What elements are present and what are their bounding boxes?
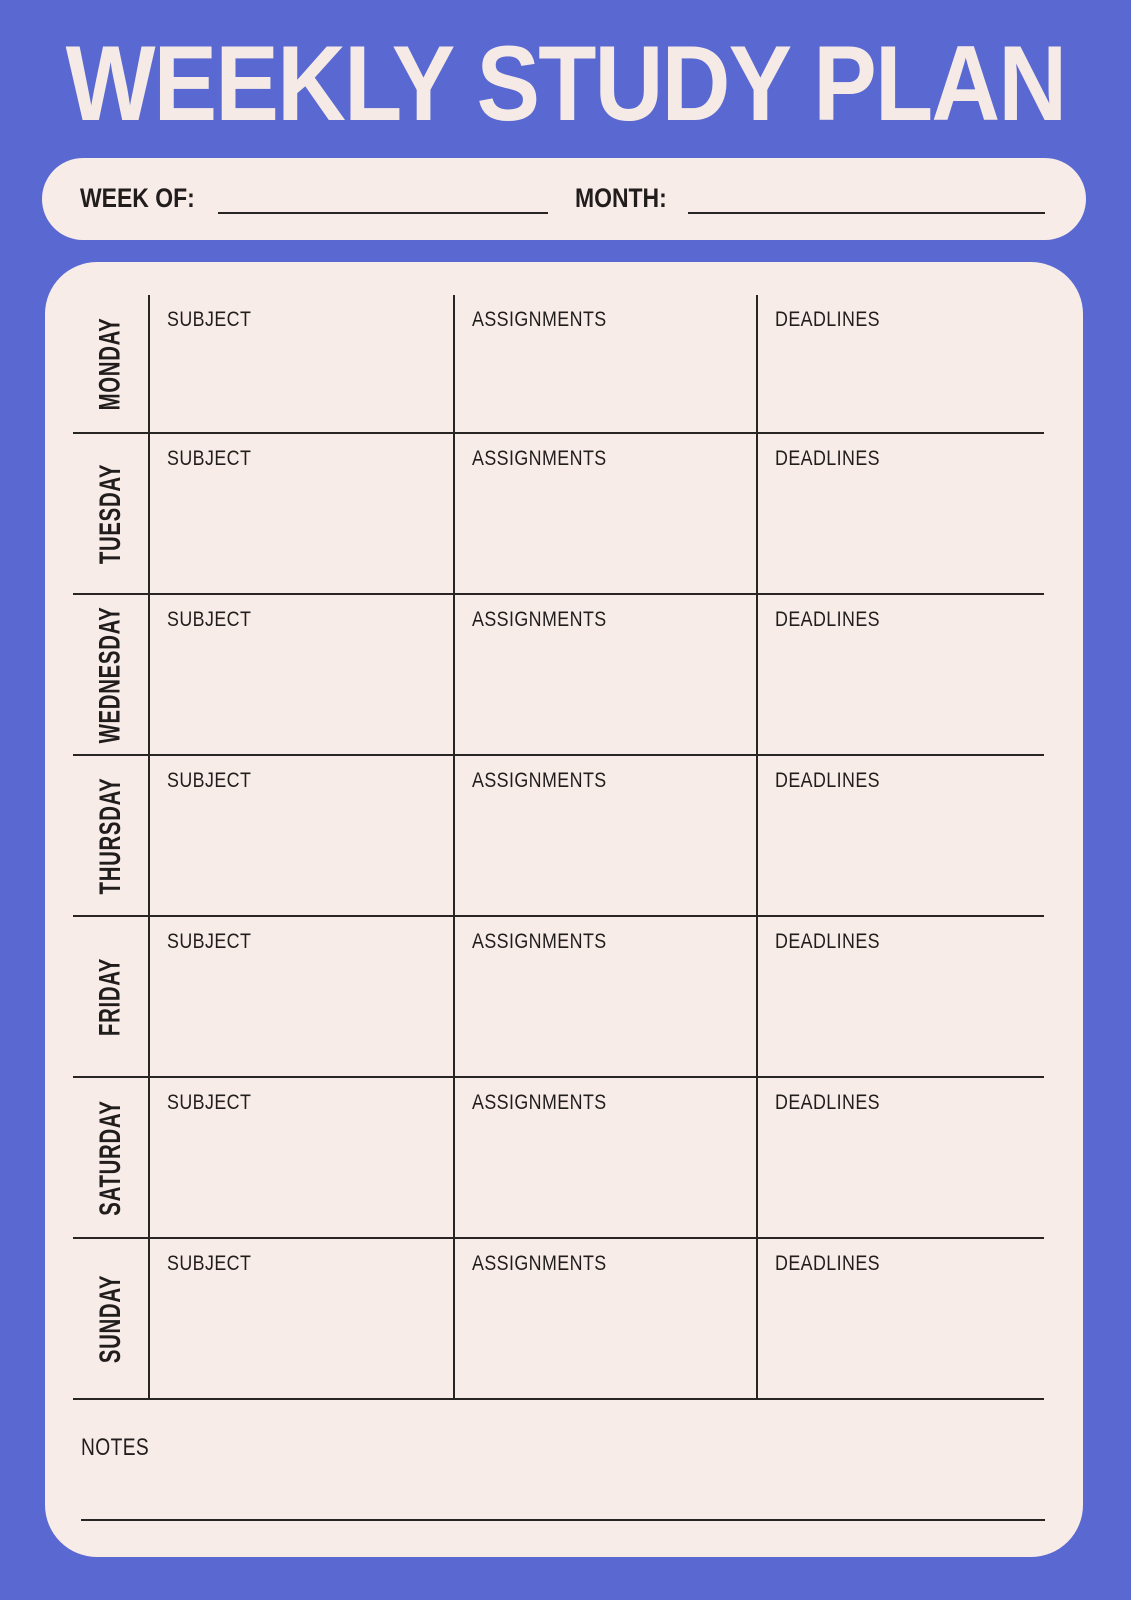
cell-value [167,643,443,748]
subject-header: SUBJECT [167,1252,252,1275]
cell-friday-subject[interactable] [148,917,453,1076]
page-title: WEEKLY STUDY PLAN [65,23,1066,143]
day-label: SATURDAY [93,1099,127,1216]
subject-header: SUBJECT [167,447,252,470]
row-header-monday [73,295,148,432]
deadlines-header: DEADLINES [775,1252,881,1275]
table-row-wednesday [73,595,1044,756]
cell-value [167,804,443,909]
assignments-header: ASSIGNMENTS [472,608,607,631]
cell-value [167,1287,443,1392]
day-label: THURSDAY [93,777,127,894]
assignments-header: ASSIGNMENTS [472,1091,607,1114]
cell-sunday-assignments[interactable] [453,1239,756,1398]
cell-value [775,965,1034,1070]
row-header-saturday [73,1078,148,1237]
cell-value [472,643,746,748]
cell-thursday-deadlines[interactable] [756,756,1044,915]
table-row-monday [73,295,1044,434]
month-field[interactable] [688,212,1045,214]
cell-friday-deadlines[interactable] [756,917,1044,1076]
assignments-header: ASSIGNMENTS [472,1252,607,1275]
cell-wednesday-deadlines[interactable] [756,595,1044,754]
subject-header: SUBJECT [167,1091,252,1114]
cell-value [472,965,746,1070]
deadlines-header: DEADLINES [775,308,881,331]
cell-sunday-subject[interactable] [148,1239,453,1398]
notes-label: NOTES [81,1434,150,1461]
table-row-thursday [73,756,1044,917]
row-header-sunday [73,1239,148,1398]
week-of-field[interactable] [218,212,548,214]
study-table [73,295,1044,1400]
cell-value [167,343,443,426]
cell-sunday-deadlines[interactable] [756,1239,1044,1398]
cell-thursday-assignments[interactable] [453,756,756,915]
cell-value [472,1287,746,1392]
day-label: MONDAY [93,317,127,410]
deadlines-header: DEADLINES [775,1091,881,1114]
cell-value [775,1287,1034,1392]
row-header-thursday [73,756,148,915]
row-header-tuesday [73,434,148,593]
cell-value [472,1126,746,1231]
cell-value [167,1126,443,1231]
day-label: SUNDAY [93,1274,127,1363]
cell-tuesday-deadlines[interactable] [756,434,1044,593]
week-month-bar [42,158,1086,240]
deadlines-header: DEADLINES [775,608,881,631]
cell-value [775,1126,1034,1231]
cell-wednesday-subject[interactable] [148,595,453,754]
cell-value [472,482,746,587]
cell-value [472,343,746,426]
cell-value [775,482,1034,587]
deadlines-header: DEADLINES [775,447,881,470]
cell-monday-deadlines[interactable] [756,295,1044,432]
cell-thursday-subject[interactable] [148,756,453,915]
assignments-header: ASSIGNMENTS [472,769,607,792]
cell-saturday-assignments[interactable] [453,1078,756,1237]
planner-card [45,262,1083,1557]
cell-saturday-subject[interactable] [148,1078,453,1237]
deadlines-header: DEADLINES [775,930,881,953]
cell-value [775,643,1034,748]
cell-wednesday-assignments[interactable] [453,595,756,754]
cell-value [472,804,746,909]
subject-header: SUBJECT [167,930,252,953]
day-label: FRIDAY [93,957,127,1036]
table-row-friday [73,917,1044,1078]
table-row-saturday [73,1078,1044,1239]
assignments-header: ASSIGNMENTS [472,308,607,331]
table-row-tuesday [73,434,1044,595]
notes-value[interactable] [81,1467,1045,1515]
cell-friday-assignments[interactable] [453,917,756,1076]
cell-value [775,343,1034,426]
row-header-friday [73,917,148,1076]
subject-header: SUBJECT [167,308,252,331]
table-row-sunday [73,1239,1044,1400]
cell-tuesday-assignments[interactable] [453,434,756,593]
cell-monday-assignments[interactable] [453,295,756,432]
subject-header: SUBJECT [167,769,252,792]
cell-value [167,482,443,587]
assignments-header: ASSIGNMENTS [472,930,607,953]
week-of-label: WEEK OF: [80,183,195,213]
assignments-header: ASSIGNMENTS [472,447,607,470]
subject-header: SUBJECT [167,608,252,631]
day-label: TUESDAY [93,463,127,564]
cell-tuesday-subject[interactable] [148,434,453,593]
week-of-value[interactable] [228,178,538,210]
cell-value [167,965,443,1070]
month-label: MONTH: [575,183,667,213]
cell-saturday-deadlines[interactable] [756,1078,1044,1237]
day-label: WEDNESDAY [93,606,127,743]
row-header-wednesday [73,595,148,754]
notes-field[interactable] [81,1519,1045,1521]
cell-monday-subject[interactable] [148,295,453,432]
deadlines-header: DEADLINES [775,769,881,792]
month-value[interactable] [698,178,1035,210]
cell-value [775,804,1034,909]
